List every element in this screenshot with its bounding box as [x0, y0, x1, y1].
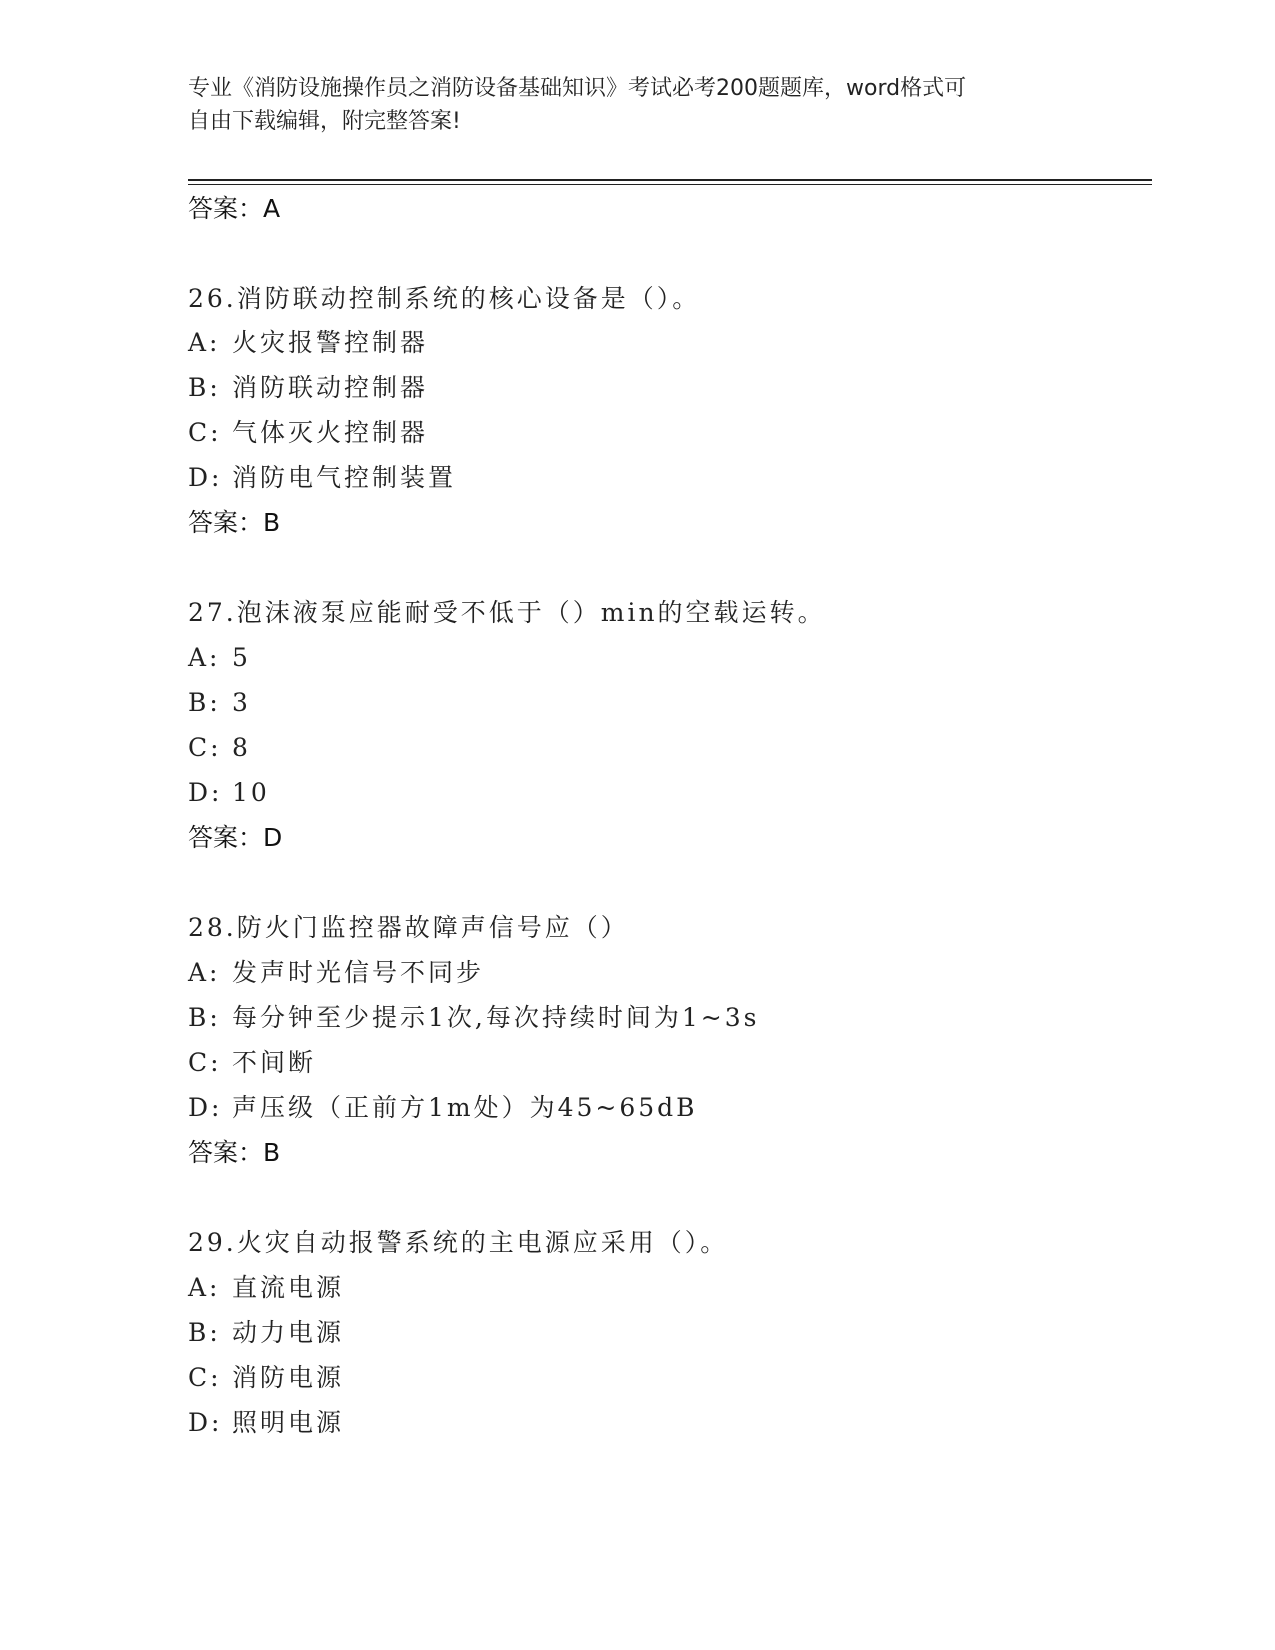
document-header: [188, 72, 1088, 138]
option-text: 10: [232, 778, 270, 807]
header-line-2: 自由下载编辑，附完整答案!: [188, 109, 461, 134]
option-label: C:: [188, 1363, 222, 1392]
option-label: C:: [188, 418, 222, 447]
question-27-option-a: [188, 642, 251, 674]
option-text: 声压级（正前方1m处）为45~65dB: [232, 1093, 698, 1122]
option-text: 消防电气控制装置: [232, 463, 457, 492]
question-26-answer: 答案：B: [188, 508, 281, 537]
option-label: B:: [188, 1318, 221, 1347]
option-label: A:: [188, 1273, 221, 1302]
question-26-option-b: [188, 372, 428, 404]
question-26-option-c: [188, 417, 428, 449]
option-text: 发声时光信号不同步: [232, 958, 485, 987]
question-29-option-a: [188, 1272, 344, 1304]
option-label: A:: [188, 958, 221, 987]
option-label: B:: [188, 373, 221, 402]
question-26-stem: 26.消防联动控制系统的核心设备是（）。: [188, 284, 701, 313]
option-label: B:: [188, 688, 221, 717]
question-29-stem: 29.火灾自动报警系统的主电源应采用（）。: [188, 1228, 729, 1257]
option-text: 8: [232, 733, 251, 762]
option-label: D:: [188, 778, 223, 807]
question-27-option-d: [188, 777, 270, 809]
question-28-option-a: [188, 957, 484, 989]
question-28-option-c: [188, 1047, 316, 1079]
question-27-option-b: [188, 687, 251, 719]
option-text: 消防电源: [232, 1363, 345, 1392]
option-label: D:: [188, 463, 223, 492]
header-divider-thick: [188, 179, 1152, 181]
header-divider-thin: [188, 184, 1152, 185]
question-29-option-b: [188, 1317, 344, 1349]
question-28-option-d: [188, 1092, 698, 1124]
option-text: 3: [232, 688, 251, 717]
option-text: 火灾报警控制器: [232, 328, 429, 357]
option-text: 每分钟至少提示1次,每次持续时间为1~3s: [232, 1003, 760, 1032]
question-27-answer: 答案：D: [188, 823, 283, 852]
option-label: B:: [188, 1003, 221, 1032]
question-26-option-d: [188, 462, 456, 494]
option-label: D:: [188, 1408, 223, 1437]
question-28-option-b: [188, 1002, 759, 1034]
option-text: 直流电源: [232, 1273, 345, 1302]
option-text: 照明电源: [232, 1408, 345, 1437]
option-label: C:: [188, 733, 222, 762]
option-text: 5: [232, 643, 251, 672]
option-label: D:: [188, 1093, 223, 1122]
question-28-stem: 28.防火门监控器故障声信号应（）: [188, 913, 629, 942]
header-line-1: 专业《消防设施操作员之消防设备基础知识》考试必考200题题库，word格式可: [188, 76, 967, 101]
option-label: A:: [188, 328, 221, 357]
option-text: 动力电源: [232, 1318, 345, 1347]
question-27-stem: 27.泡沫液泵应能耐受不低于（）min的空载运转。: [188, 598, 826, 627]
question-26-option-a: [188, 327, 428, 359]
option-text: 不间断: [232, 1048, 317, 1077]
question-29-option-c: [188, 1362, 344, 1394]
previous-answer: 答案：A: [188, 194, 281, 223]
question-29-option-d: [188, 1407, 344, 1439]
option-label: A:: [188, 643, 221, 672]
question-27-option-c: [188, 732, 251, 764]
option-label: C:: [188, 1048, 222, 1077]
question-28-answer: 答案：B: [188, 1138, 281, 1167]
option-text: 消防联动控制器: [232, 373, 429, 402]
option-text: 气体灭火控制器: [232, 418, 429, 447]
